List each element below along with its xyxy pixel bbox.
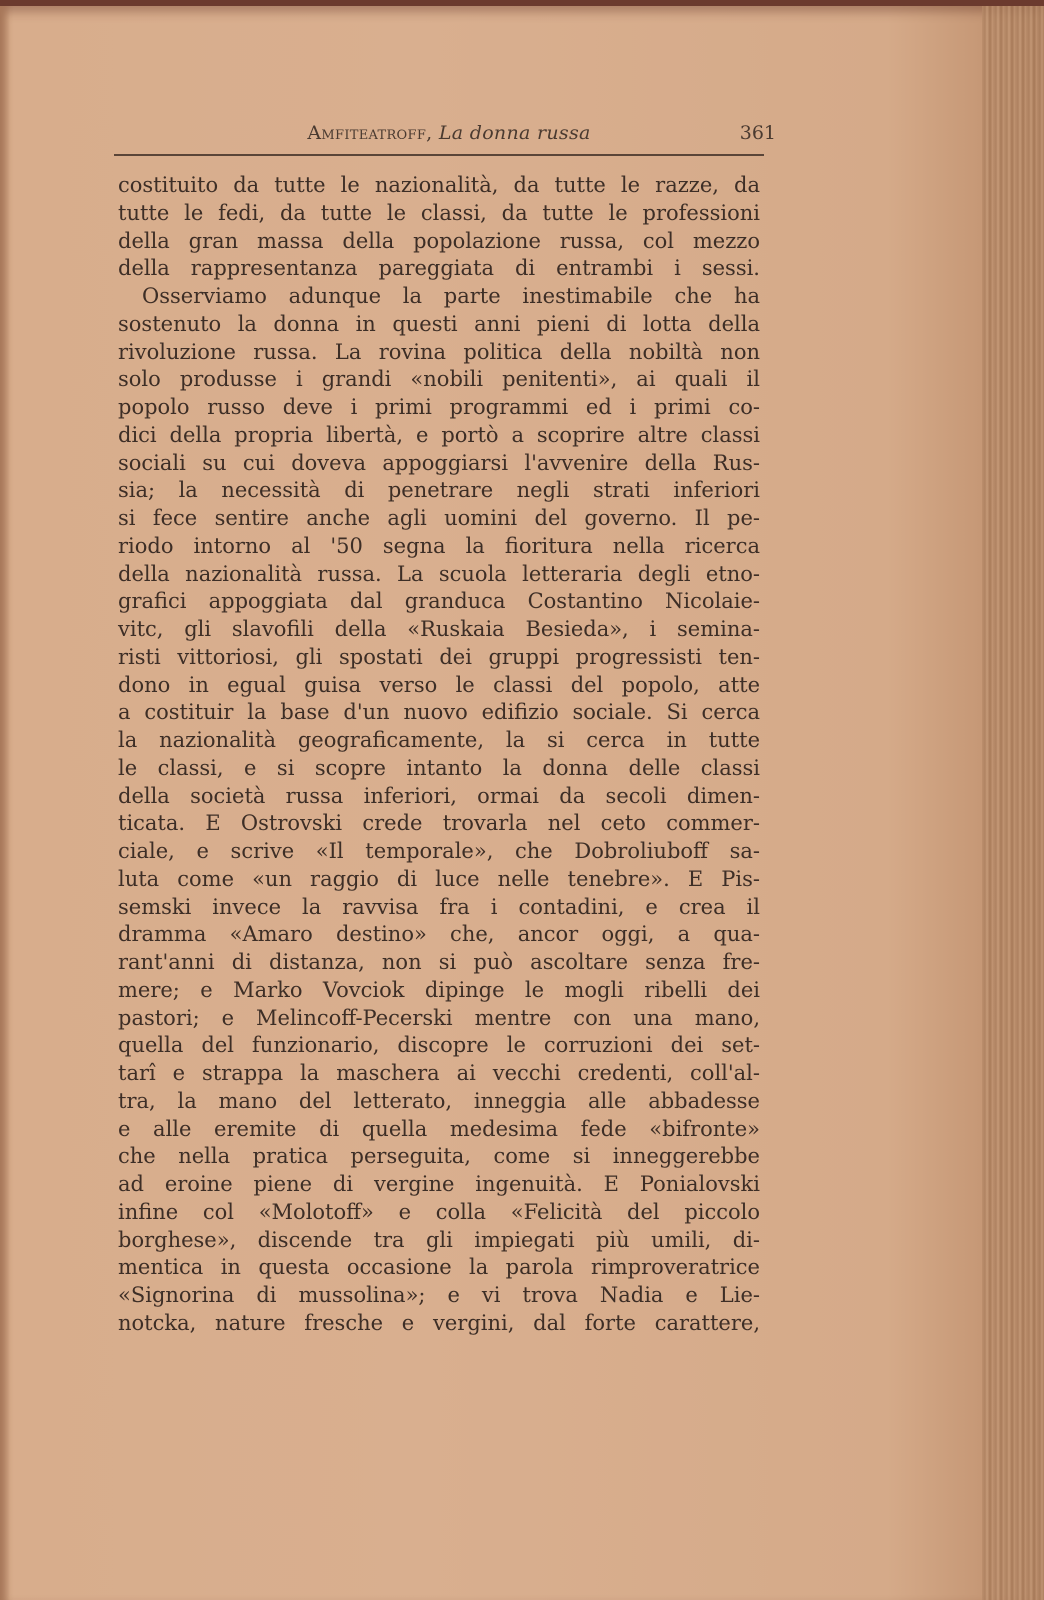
text-line: della gran massa della popolazione russa, col mezzo (118, 228, 760, 253)
page-left-edge (0, 6, 10, 1600)
text-line: si fece sentire anche agli uomini del governo. Il pe- (118, 506, 760, 530)
text-line: dici della propria libertà, e portò a scoprire altre classi (118, 422, 760, 447)
text-line: notcka, nature fresche e vergini, dal forte carattere, (118, 1310, 760, 1335)
header-author: Amfiteatroff, (307, 122, 433, 144)
body-text (118, 172, 760, 1338)
text-line: luta come «un raggio di luce nelle tenebre». E Pis- (118, 866, 760, 891)
text-line: tra, la mano del letterato, inneggia alle abbadesse (118, 1088, 760, 1113)
text-line: dramma «Amaro destino» che, ancor oggi, a qua- (118, 922, 760, 947)
text-line: pastori; e Melincoff-Pecerski mentre con una mano, (118, 1005, 760, 1030)
text-line: riodo intorno al '50 segna la fioritura nella ricerca (118, 533, 760, 558)
text-line: rivoluzione russa. La rovina politica della nobiltà non (118, 339, 760, 364)
text-line: borghese», discende tra gli impiegati più umili, di- (118, 1227, 760, 1252)
text-line: ad eroine piene di vergine ingenuità. E Ponialovski (118, 1172, 760, 1196)
text-line: mere; e Marko Vovciok dipinge le mogli ribelli dei (118, 977, 760, 1002)
book-page-edges (982, 6, 1044, 1600)
text-line: infine col «Molotoff» e colla «Felicità del piccolo (118, 1199, 760, 1224)
text-line: della nazionalità russa. La scuola letteraria degli etno- (118, 561, 760, 586)
page-number: 361 (739, 122, 776, 144)
header-title: La donna russa (438, 122, 591, 144)
text-line: popolo russo deve i primi programmi ed i primi co- (118, 395, 760, 419)
text-line: la nazionalità geograficamente, la si cerca in tutte (118, 728, 760, 752)
text-line: solo produsse i grandi «nobili penitenti», ai quali il (118, 367, 760, 392)
text-line: semski invece la ravvisa fra i contadini, e crea il (118, 894, 760, 919)
text-line: quella del funzionario, discopre le corruzioni dei set- (118, 1033, 760, 1058)
text-line: a costituir la base d'un nuovo edifizio sociale. Si cerca (118, 700, 760, 725)
text-line: rant'anni di distanza, non si può ascoltare senza fre- (118, 950, 760, 974)
text-line: mentica in questa occasione la parola rimproveratrice (118, 1255, 760, 1280)
header-rule (114, 154, 764, 156)
text-line: sociali su cui doveva appoggiarsi l'avvenire della Rus- (118, 450, 760, 475)
text-line: e alle eremite di quella medesima fede «bifronte» (118, 1116, 760, 1141)
text-line: della rappresentanza pareggiata di entrambi i sessi. (118, 256, 760, 281)
text-line: «Signorina di mussolina»; e vi trova Nadia e Lie- (118, 1283, 760, 1307)
text-line: sostenuto la donna in questi anni pieni di lotta della (118, 311, 760, 336)
text-line: della società russa inferiori, ormai da secoli dimen- (118, 783, 760, 808)
text-line: dono in egual guisa verso le classi del popolo, atte (118, 672, 760, 697)
text-line: che nella pratica perseguita, come si inneggerebbe (118, 1144, 760, 1169)
text-line: sia; la necessità di penetrare negli strati inferiori (118, 478, 760, 503)
text-line: ticata. E Ostrovski crede trovarla nel ceto commer- (118, 811, 760, 836)
text-line: tarî e strappa la maschera ai vecchi credenti, coll'al- (118, 1061, 760, 1085)
text-line: grafici appoggiata dal granduca Costantino Nicolaie- (118, 589, 760, 614)
text-line: vitc, gli slavofili della «Ruskaia Besieda», i semina- (118, 617, 760, 641)
text-line: costituito da tutte le nazionalità, da tutte le razze, da (118, 173, 760, 197)
running-header (116, 122, 782, 154)
text-line: ciale, e scrive «Il temporale», che Dobroliuboff sa- (118, 839, 760, 863)
running-head (116, 122, 782, 144)
text-line: le classi, e si scopre intanto la donna delle classi (118, 755, 760, 780)
text-line: tutte le fedi, da tutte le classi, da tutte le professioni (118, 200, 760, 225)
text-line: risti vittoriosi, gli spostati dei gruppi progressisti ten- (118, 644, 760, 669)
text-line: Osserviamo adunque la parte inestimabile che ha (142, 284, 760, 308)
